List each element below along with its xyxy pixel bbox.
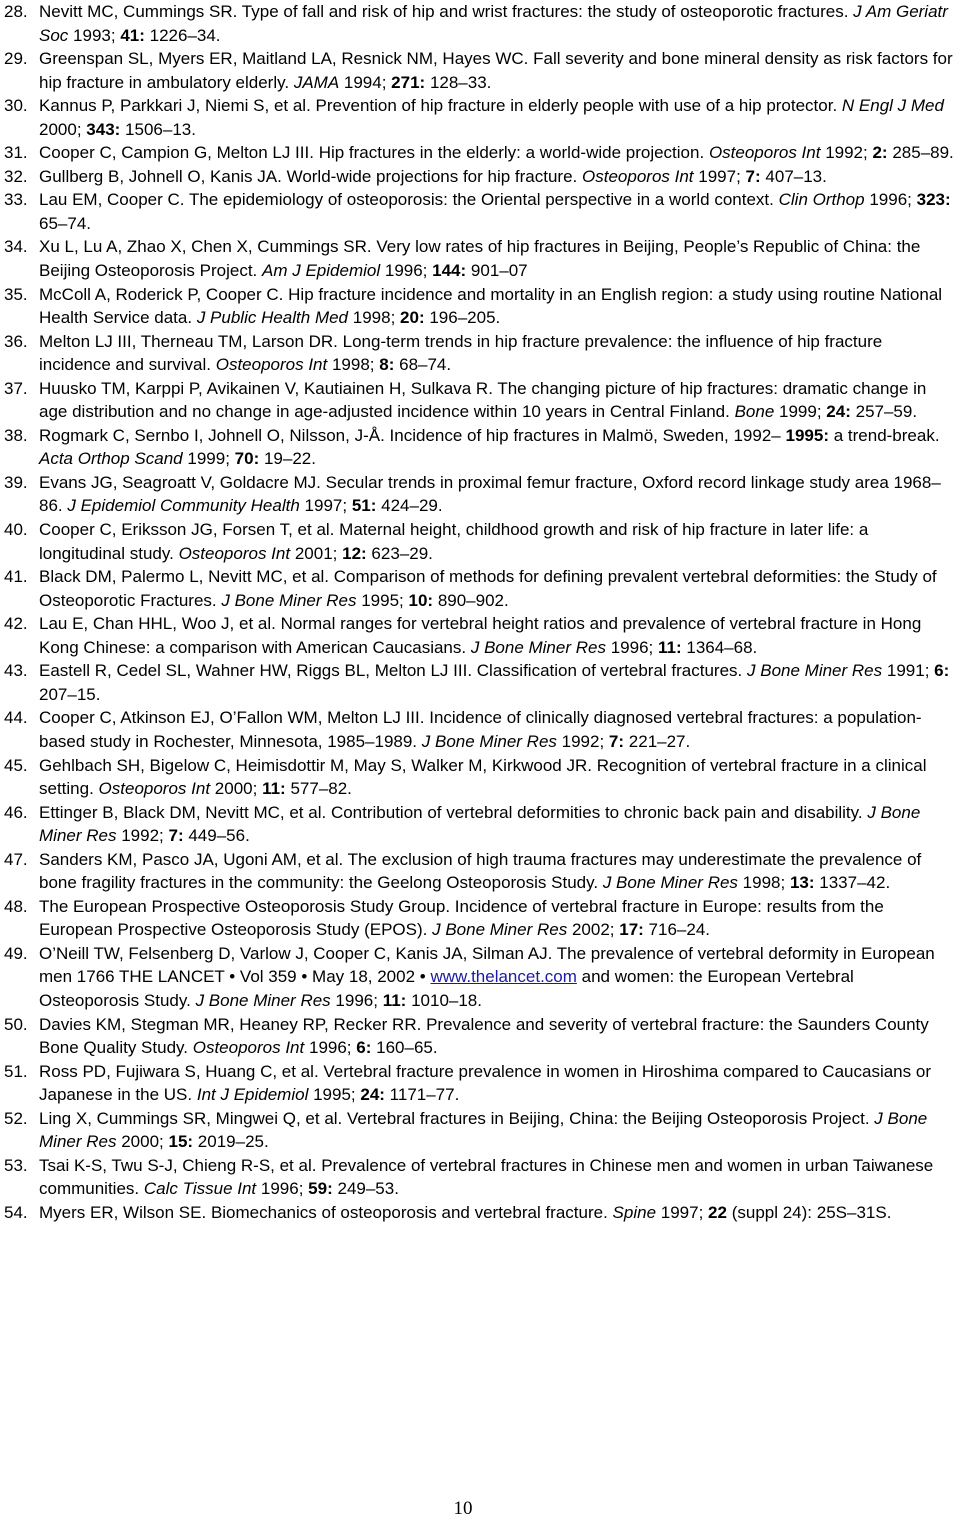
reference-authors: Cooper C, Eriksson JG, Forsen T, et al. <box>39 520 335 540</box>
reference-pages: 1506–13. <box>125 119 196 139</box>
reference-volume: 11: <box>262 779 286 799</box>
reference-text <box>39 1060 956 1107</box>
reference-number: 46. <box>4 802 28 822</box>
reference-journal: J Bone Miner Res <box>747 661 883 681</box>
reference-number: 45. <box>4 755 28 775</box>
reference-number: 28. <box>4 2 28 21</box>
reference-text <box>39 188 956 235</box>
reference-volume: 20: <box>400 308 425 328</box>
reference-year: 1997; <box>698 166 741 186</box>
reference-year: 1996; <box>260 1179 304 1199</box>
reference-pages: 65–74. <box>39 213 91 233</box>
reference-title: The epidemiology of osteoporosis: the Oriental perspective in a world context. <box>188 190 774 210</box>
reference-authors: Melton LJ III, Therneau TM, Larson DR. <box>39 331 338 351</box>
reference-number: 31. <box>4 143 28 163</box>
reference-text <box>39 94 956 141</box>
reference-year: 1996; <box>308 1038 352 1058</box>
reference-pages: 890–902. <box>437 590 509 610</box>
reference-authors: Kannus P, Parkkari J, Niemi S, et al. <box>39 96 311 116</box>
reference-number: 34. <box>4 237 28 257</box>
reference-authors: Rogmark C, Sernbo I, Johnell O, Nilsson, J-Å. <box>39 425 385 445</box>
reference-year: 1997; <box>660 1202 704 1222</box>
reference-volume: 271: <box>391 72 426 92</box>
reference-text <box>39 0 956 47</box>
reference-item <box>0 94 960 141</box>
reference-journal: Osteoporos Int <box>215 355 328 375</box>
reference-number: 53. <box>4 1155 28 1175</box>
reference-number: 38. <box>4 425 28 445</box>
reference-authors: Tsai K-S, Twu S-J, Chieng R-S, et al. <box>39 1155 317 1175</box>
reference-title: Vertebral fractures in Beijing, China: the Beijing Osteoporosis Project. <box>347 1108 870 1128</box>
reference-authors: Lau EM, Cooper C. <box>39 190 185 210</box>
reference-number: 36. <box>4 331 28 351</box>
reference-journal: Clin Orthop <box>778 190 865 210</box>
reference-journal: J Am Geriatr Soc <box>39 2 948 45</box>
reference-year: 1998; <box>352 308 396 328</box>
reference-pages: 1171–77. <box>389 1085 460 1105</box>
reference-title: Incidence of vertebral fracture in Europe: results from the European Prospective Osteoporosis Study (EPOS). <box>39 896 884 940</box>
reference-volume: 6: <box>934 661 950 681</box>
reference-volume: 24: <box>360 1085 385 1105</box>
reference-title: Prevention of hip fracture in elderly people with use of a hip protector. <box>315 96 838 116</box>
reference-pages: 257–59. <box>855 402 918 422</box>
reference-text <box>39 848 956 895</box>
reference-year: 2000; <box>39 119 82 139</box>
reference-authors: Gehlbach SH, Bigelow C, Heimisdottir M, May S, Walker M, Kirkwood JR. <box>39 755 592 775</box>
reference-pages: 68–74. <box>399 355 452 375</box>
reference-item <box>0 188 960 235</box>
reference-authors: Huusko TM, Karppi P, Avikainen V, Kautiainen H, Sulkava R. <box>39 378 493 398</box>
reference-pages: 716–24. <box>648 920 710 940</box>
reference-volume: 41: <box>120 25 145 45</box>
reference-year: 1991; <box>886 661 930 681</box>
reference-pages: 207–15. <box>39 684 101 704</box>
reference-year: 1996; <box>384 261 428 281</box>
reference-volume: 70: <box>234 449 260 469</box>
reference-item <box>0 1201 960 1225</box>
reference-volume: 22 <box>708 1202 727 1222</box>
reference-number: 42. <box>4 614 28 634</box>
reference-volume: 12: <box>342 543 367 563</box>
reference-pages: 407–13. <box>765 166 827 186</box>
reference-number: 52. <box>4 1108 28 1128</box>
reference-volume: 7: <box>168 826 184 846</box>
reference-year: 2000; <box>121 1132 164 1152</box>
reference-item <box>0 565 960 612</box>
reference-item <box>0 471 960 518</box>
reference-journal: Bone <box>734 402 775 422</box>
reference-title: Comparison of methods for defining prevalent vertebral deformities: the Study of Osteoporotic Fractures. <box>39 567 937 610</box>
reference-number: 39. <box>4 472 28 492</box>
reference-number: 44. <box>4 708 28 728</box>
reference-text <box>39 471 956 518</box>
reference-title: Maternal height, childhood growth and risk of hip fracture in later life: a longitudinal study. <box>39 520 869 563</box>
reference-title: Long-term trends in hip fracture prevalence: the influence of hip fracture incidence and survival. <box>39 331 883 375</box>
reference-year: 2002; <box>571 920 615 940</box>
reference-year: 1996; <box>610 637 654 657</box>
reference-journal: J Bone Miner Res <box>39 802 921 846</box>
reference-volume: 7: <box>745 166 761 186</box>
reference-title: Contribution of vertebral deformities to chronic back pain and disability. <box>330 802 863 822</box>
reference-text <box>39 1107 956 1154</box>
reference-title: Secular trends in proximal femur fracture, Oxford record linkage study area 1968–86. <box>39 472 941 516</box>
reference-volume: 51: <box>351 496 377 516</box>
reference-volume: 17: <box>619 920 644 940</box>
reference-journal: J Bone Miner Res <box>432 920 568 940</box>
reference-authors: Greenspan SL, Myers ER, Maitland LA, Resnick NM, Hayes WC. <box>39 49 529 69</box>
reference-pages: 249–53. <box>337 1179 399 1199</box>
reference-number: 48. <box>4 896 28 916</box>
reference-year: 1995; <box>313 1085 356 1105</box>
reference-year: 1996; <box>869 190 912 210</box>
reference-pages: 221–27. <box>628 731 691 751</box>
reference-number: 40. <box>4 520 28 540</box>
reference-authors: Eastell R, Cedel SL, Wahner HW, Riggs BL, Melton LJ III. <box>39 661 473 681</box>
reference-volume: 10: <box>408 590 434 610</box>
reference-text <box>39 754 956 801</box>
reference-text <box>39 1201 956 1225</box>
reference-volume: 8: <box>379 355 395 375</box>
reference-authors: Evans JG, Seagroatt V, Goldacre MJ. <box>39 472 321 492</box>
reference-year: 1998; <box>331 355 375 375</box>
reference-authors: Cooper C, Campion G, Melton LJ III. <box>39 143 314 163</box>
reference-year: 2001; <box>294 543 338 563</box>
reference-year: 1994; <box>343 72 387 92</box>
reference-title: Prevalence and severity of vertebral fracture: the Saunders County Bone Quality Study. <box>39 1014 929 1058</box>
reference-text <box>39 330 956 377</box>
reference-volume: 7: <box>608 731 625 751</box>
reference-item <box>0 235 960 282</box>
reference-pages: (suppl 24): <box>731 1202 813 1222</box>
reference-journal: Osteoporos Int <box>178 543 291 563</box>
reference-journal: Acta Orthop Scand <box>39 449 183 469</box>
reference-authors: Nevitt MC, Cummings SR. <box>39 2 238 21</box>
reference-text <box>39 706 956 753</box>
reference-number: 30. <box>4 96 28 116</box>
reference-item <box>0 942 960 1013</box>
reference-year: 1999; <box>779 402 822 422</box>
reference-text <box>39 377 956 424</box>
reference-journal: Osteoporos Int <box>192 1038 305 1058</box>
reference-year: 1992; <box>121 826 164 846</box>
reference-number: 54. <box>4 1202 28 1222</box>
reference-journal: Calc Tissue Int <box>143 1179 257 1199</box>
reference-number: 41. <box>4 567 28 587</box>
reference-pages: 1337–42. <box>819 873 891 893</box>
reference-volume: 13: <box>789 873 815 893</box>
reference-item <box>0 283 960 330</box>
reference-item <box>0 1154 960 1201</box>
reference-title: The changing picture of hip fractures: dramatic change in age distribution and no change in age-adjusted incidence within 10 years in Central Finland. <box>39 378 927 422</box>
reference-link[interactable]: www.thelancet.com <box>430 967 577 987</box>
reference-title: Type of fall and risk of hip and wrist fractures: the study of osteoporotic fractures. <box>241 2 849 21</box>
reference-number: 50. <box>4 1014 28 1034</box>
reference-journal: J Bone Miner Res <box>39 1108 928 1152</box>
reference-text <box>39 235 956 282</box>
reference-authors: Cooper C, Atkinson EJ, O’Fallon WM, Melton LJ III. <box>39 708 425 728</box>
reference-year: 1992; <box>825 143 868 163</box>
reference-number: 29. <box>4 49 28 69</box>
reference-item <box>0 424 960 471</box>
reference-item <box>0 659 960 706</box>
reference-pages: 285–89. <box>892 143 954 163</box>
reference-pages: 1364–68. <box>686 637 758 657</box>
reference-item <box>0 895 960 942</box>
reference-title: Biomechanics of osteoporosis and vertebral fracture. <box>210 1202 608 1222</box>
reference-number: 47. <box>4 849 28 869</box>
reference-text <box>39 141 956 165</box>
reference-item <box>0 0 960 47</box>
reference-pages: 901–07 <box>470 261 528 281</box>
reference-pages: 1010–18. <box>411 990 482 1010</box>
reference-title: Incidence of hip fractures in Malmö, Sweden, 1992– <box>389 425 781 445</box>
reference-journal: J Bone Miner Res <box>470 637 606 657</box>
reference-pages: 424–29. <box>381 496 443 516</box>
reference-text <box>39 612 956 659</box>
reference-journal: J Bone Miner Res <box>195 990 331 1010</box>
reference-authors: Sanders KM, Pasco JA, Ugoni AM, et al. <box>39 849 344 869</box>
reference-item <box>0 377 960 424</box>
reference-authors: Black DM, Palermo L, Nevitt MC, et al. <box>39 567 330 587</box>
reference-authors: McColl A, Roderick P, Cooper C. <box>39 284 284 304</box>
reference-pages: 19–22. <box>263 449 316 469</box>
reference-title: The prevalence of vertebral deformity in European men 1766 THE LANCET • Vol 359 • May 18, 2002 • <box>39 943 935 987</box>
reference-item <box>0 612 960 659</box>
reference-item <box>0 706 960 753</box>
reference-volume: 59: <box>308 1179 333 1199</box>
reference-year: 1993; <box>73 25 116 45</box>
reference-authors: O’Neill TW, Felsenberg D, Varlow J, Cooper C, Kanis JA, Silman AJ. <box>39 943 553 963</box>
reference-item <box>0 141 960 165</box>
reference-authors: Ettinger B, Black DM, Nevitt MC, et al. <box>39 802 327 822</box>
reference-text <box>39 659 956 706</box>
reference-text <box>39 895 956 942</box>
reference-text <box>39 942 956 1013</box>
reference-pages: 2019–25. <box>197 1132 269 1152</box>
reference-year-bold: 1995: <box>785 425 829 445</box>
reference-volume: 6: <box>356 1038 372 1058</box>
reference-title: Incidence of clinically diagnosed vertebral fractures: a population-based study in Rochester, Minnesota, 1985–1989. <box>39 708 922 751</box>
reference-journal: Int J Epidemiol <box>196 1085 309 1105</box>
reference-year: 1996; <box>335 990 378 1010</box>
reference-authors: Ling X, Cummings SR, Mingwei Q, et al. <box>39 1108 343 1128</box>
reference-number: 35. <box>4 284 28 304</box>
reference-pages: 128–33. <box>429 72 492 92</box>
reference-number: 33. <box>4 190 28 210</box>
reference-journal: J Bone Miner Res <box>221 590 357 610</box>
reference-text <box>39 165 956 189</box>
reference-year: 1998; <box>742 873 786 893</box>
reference-authors: Lau E, Chan HHL, Woo J, et al. <box>39 614 276 634</box>
reference-item <box>0 1107 960 1154</box>
reference-journal: JAMA <box>293 72 340 92</box>
reference-authors: Myers ER, Wilson SE. <box>39 1202 207 1222</box>
reference-number: 37. <box>4 378 28 398</box>
reference-journal: Osteoporos Int <box>582 166 694 186</box>
reference-pages: 449–56. <box>188 826 250 846</box>
reference-journal: Osteoporos Int <box>98 779 211 799</box>
reference-text <box>39 565 956 612</box>
reference-pages-extra: 25S–31S. <box>816 1202 892 1222</box>
reference-authors: Ross PD, Fujiwara S, Huang C, et al. <box>39 1061 319 1081</box>
reference-journal: N Engl J Med <box>841 96 944 116</box>
reference-title: The exclusion of high trauma fractures may underestimate the prevalence of bone fragility fractures in the community: the Geelong Osteoporosis Study. <box>39 849 922 893</box>
reference-text <box>39 801 956 848</box>
reference-authors: The European Prospective Osteoporosis Study Group. <box>39 896 451 916</box>
reference-item <box>0 330 960 377</box>
reference-item <box>0 165 960 189</box>
reference-journal: J Bone Miner Res <box>602 873 738 893</box>
reference-number: 49. <box>4 943 28 963</box>
reference-text <box>39 1154 956 1201</box>
reference-pages: 577–82. <box>290 779 352 799</box>
reference-authors: Gullberg B, Johnell O, Kanis JA. <box>39 166 282 186</box>
reference-item <box>0 1013 960 1060</box>
reference-volume: 2: <box>872 143 888 163</box>
reference-item <box>0 848 960 895</box>
reference-text <box>39 424 956 471</box>
reference-year: 1999; <box>187 449 230 469</box>
reference-number: 51. <box>4 1061 28 1081</box>
reference-journal: J Bone Miner Res <box>421 731 557 751</box>
reference-number: 32. <box>4 166 28 186</box>
reference-item <box>0 801 960 848</box>
reference-authors: Xu L, Lu A, Zhao X, Chen X, Cummings SR. <box>39 237 372 257</box>
reference-pages: 1226–34. <box>149 25 221 45</box>
reference-pages: 623–29. <box>371 543 433 563</box>
reference-volume: 11: <box>657 637 682 657</box>
reference-title: World-wide projections for hip fracture. <box>286 166 578 186</box>
reference-authors: Davies KM, Stegman MR, Heaney RP, Recker RR. <box>39 1014 422 1034</box>
reference-year: 2000; <box>214 779 258 799</box>
reference-year: 1997; <box>304 496 348 516</box>
reference-item <box>0 754 960 801</box>
reference-text <box>39 518 956 565</box>
reference-volume: 343: <box>86 119 121 139</box>
reference-title: Fall severity and bone mineral density as risk factors for hip fracture in ambulatory elderly. <box>39 49 953 92</box>
reference-title: Vertebral fracture prevalence in women in Hiroshima compared to Caucasians or Japanese in the US. <box>39 1061 931 1105</box>
reference-pages: 160–65. <box>376 1038 438 1058</box>
reference-volume: 323: <box>916 190 951 210</box>
reference-title: Classification of vertebral fractures. <box>476 661 743 681</box>
reference-volume: 15: <box>168 1132 194 1152</box>
reference-title: Normal ranges for vertebral height ratios and prevalence of vertebral fracture in Hong Kong Chinese: a comparison with American Caucasians. <box>39 614 922 657</box>
reference-journal: J Epidemiol Community Health <box>67 496 300 516</box>
reference-volume: 24: <box>826 402 851 422</box>
reference-journal: J Public Health Med <box>196 308 349 328</box>
reference-title-continued: a trend-break. <box>833 425 940 445</box>
reference-title: Hip fractures in the elderly: a world-wide projection. <box>318 143 705 163</box>
reference-title-continued: and women: the European Vertebral Osteoporosis Study. <box>39 967 854 1010</box>
reference-journal: Osteoporos Int <box>708 143 821 163</box>
reference-text <box>39 283 956 330</box>
reference-item <box>0 47 960 94</box>
reference-title: Very low rates of hip fractures in Beijing, People’s Republic of China: the Beijing Osteoporosis Project. <box>39 237 921 281</box>
reference-text <box>39 1013 956 1060</box>
reference-journal: Spine <box>612 1202 657 1222</box>
reference-journal: Am J Epidemiol <box>262 261 381 281</box>
reference-volume: 144: <box>432 261 467 281</box>
reference-item <box>0 1060 960 1107</box>
reference-title: Hip fracture incidence and mortality in an English region: a study using routine National Health Service data. <box>39 284 943 328</box>
reference-number: 43. <box>4 661 28 681</box>
page-number: 10 <box>453 1498 473 1519</box>
reference-year: 1995; <box>361 590 404 610</box>
reference-title: Prevalence of vertebral fractures in Chinese men and women in urban Taiwanese communities. <box>39 1155 934 1199</box>
reference-pages: 196–205. <box>429 308 501 328</box>
reference-volume: 11: <box>382 990 407 1010</box>
reference-year: 1992; <box>561 731 605 751</box>
reference-title: Recognition of vertebral fracture in a clinical setting. <box>39 755 927 799</box>
reference-item <box>0 518 960 565</box>
reference-text <box>39 47 956 94</box>
